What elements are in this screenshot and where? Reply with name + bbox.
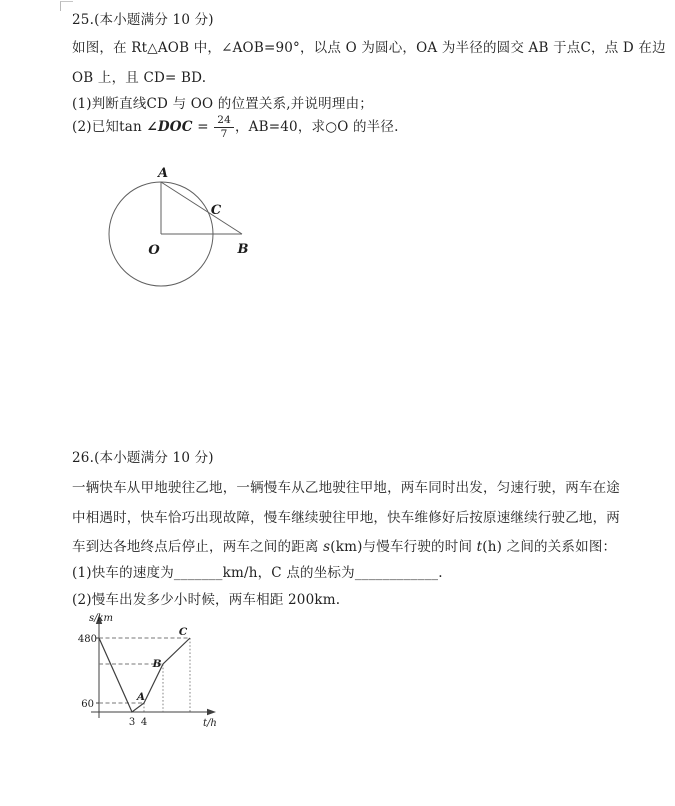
circle-figure xyxy=(90,155,270,305)
p25-part2-prefix: (2)已知tan xyxy=(72,119,147,135)
problem-26-body-line-1: 一辆快车从甲地驶往乙地，一辆慢车从乙地驶往甲地，两车同时出发，匀速行驶，两车在途 xyxy=(72,480,620,496)
y-axis-label: s/km xyxy=(88,613,114,624)
label-O: O xyxy=(148,243,160,258)
p25-part2-angle: ∠DOC xyxy=(146,119,193,135)
problem-26-title: 26.(本小题满分 10 分) xyxy=(72,450,214,466)
fraction-24-over-7 xyxy=(214,115,234,140)
problem-25-title: 25.(本小题满分 10 分) xyxy=(72,12,214,28)
fraction-denominator: 7 xyxy=(214,127,234,140)
point-label-A: A xyxy=(136,691,146,703)
problem-25-body-line-2: OB 上，且 CD= BD. xyxy=(72,70,207,86)
label-A: A xyxy=(157,166,169,181)
label-C: C xyxy=(210,203,222,218)
point-label-C: C xyxy=(178,626,188,638)
p26-body3-part2: (km)与慢车行驶的时间 xyxy=(330,539,477,555)
distance-time-graph xyxy=(70,608,230,743)
x-tick-label-4: 4 xyxy=(140,717,148,728)
y-tick-label-480: 480 xyxy=(77,634,97,645)
p26-var-s: s xyxy=(323,539,331,555)
x-axis-arrow xyxy=(207,709,216,715)
segment-AB xyxy=(161,182,242,234)
fraction-numerator: 24 xyxy=(217,113,231,126)
x-tick-label-3: 3 xyxy=(128,717,136,728)
problem-26-part1: (1)快车的速度为_______km/h，C 点的坐标为____________. xyxy=(72,565,443,581)
problem-26-body-line-3 xyxy=(72,535,616,555)
p26-var-t: t xyxy=(476,539,483,555)
problem-25-body-line-1: 如图，在 Rt△AOB 中，∠AOB=90°，以点 O 为圆心，OA 为半径的圆交 AB 于点C，点 D 在边 xyxy=(72,40,666,56)
problem-25-part2 xyxy=(72,114,399,141)
label-B: B xyxy=(237,242,249,257)
problem-26-part2: (2)慢车出发多少小时候，两车相距 200km. xyxy=(72,592,341,608)
p25-part2-equals: = xyxy=(192,119,214,135)
point-label-B: B xyxy=(152,658,162,670)
p25-part2-suffix: ，AB=40，求○O 的半径. xyxy=(234,119,399,135)
problem-25-part1: (1)判断直线CD 与 OO 的位置关系,并说明理由； xyxy=(72,96,373,112)
x-axis-label: t/h xyxy=(203,718,217,729)
p26-body3-part3: (h) 之间的关系如图： xyxy=(482,539,617,555)
p26-body3-part1: 车到达各地终点后停止，两车之间的距离 xyxy=(72,539,324,555)
problem-26-body-line-2: 中相遇时，快车恰巧出现故障，慢车继续驶往甲地，快车维修好后按原速继续行驶乙地，两 xyxy=(72,510,620,526)
y-tick-label-60: 60 xyxy=(81,699,94,710)
